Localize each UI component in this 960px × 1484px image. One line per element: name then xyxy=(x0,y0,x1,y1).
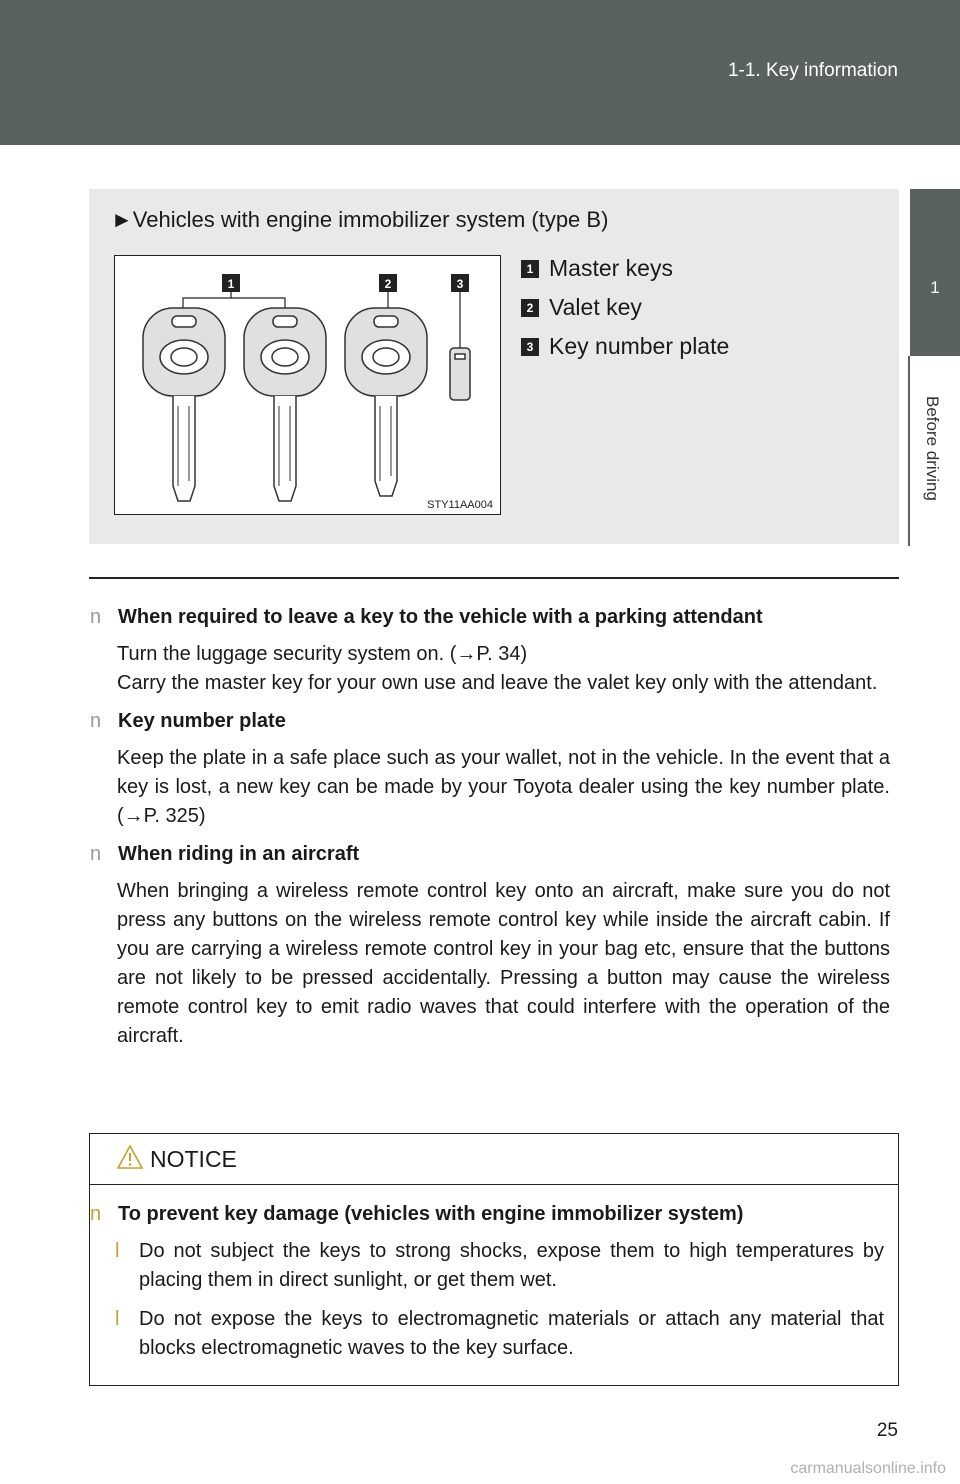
callout-label-1: 1 xyxy=(227,277,235,291)
image-code: STY11AA004 xyxy=(427,499,493,511)
bullet-icon: n xyxy=(90,710,102,732)
legend-number: 2 xyxy=(521,299,539,317)
master-key-2 xyxy=(244,308,326,501)
keys-drawing xyxy=(115,256,500,514)
notice-title: NOTICE xyxy=(150,1146,237,1172)
bullet-icon: l xyxy=(115,1240,120,1262)
notice-box xyxy=(89,1133,899,1386)
figure-legend xyxy=(521,249,729,366)
paragraph: Carry the master key for your own use and leave the valet key only with the attendant. xyxy=(117,672,878,694)
notice-header xyxy=(90,1134,898,1185)
watermark[interactable]: carmanualsonline.info xyxy=(790,1460,946,1477)
paragraph: When bringing a wireless remote control key onto an aircraft, make sure you do not press any buttons on the wireless remote control key while inside the aircraft cabin. If you are carrying a wireless remote control key in your bag etc, ensure that the buttons are not likely to be pressed accidentally. Pressing a button may cause the wireless remote control key to emit radio waves that could interfere with the operation of the aircraft. xyxy=(117,880,890,1047)
legend-item xyxy=(521,288,729,327)
legend-number: 1 xyxy=(521,260,539,278)
heading-text: When riding in an aircraft xyxy=(118,843,360,865)
notice-item xyxy=(90,1237,884,1295)
bullet-icon: n xyxy=(90,843,102,865)
heading-text: When required to leave a key to the vehicle with a parking attendant xyxy=(118,606,763,628)
notice-item-text: Do not expose the keys to electromagnetic materials or attach any material that blocks electromagnetic waves to the key surface. xyxy=(139,1308,884,1359)
page-number: 25 xyxy=(876,1420,898,1441)
paragraph: Keep the plate in a safe place such as your wallet, not in the vehicle. In the event that a key is lost, a new key can be made by your Toyota dealer using the key number plate. (→P. 325) xyxy=(117,747,890,827)
figure-title xyxy=(111,207,608,233)
page-header xyxy=(0,0,960,145)
chapter-tab-label[interactable] xyxy=(908,356,960,546)
chapter-title: Before driving xyxy=(923,396,942,501)
section-heading xyxy=(90,602,890,632)
master-key-1 xyxy=(143,308,225,501)
paragraph: Turn the luggage security system on. (→P. 34) xyxy=(117,643,528,665)
figure-panel xyxy=(89,189,899,544)
legend-number: 3 xyxy=(521,338,539,356)
body-text xyxy=(90,602,890,1059)
legend-label: Key number plate xyxy=(549,333,730,359)
key-number-plate xyxy=(450,348,470,400)
arrow-icon: ► xyxy=(111,207,133,232)
bullet-icon: n xyxy=(90,1203,102,1225)
notice-heading xyxy=(90,1199,884,1229)
section-title: 1-1. Key information xyxy=(727,60,898,81)
bullet-icon: l xyxy=(115,1308,120,1330)
legend-item xyxy=(521,327,729,366)
section-heading xyxy=(90,706,890,736)
notice-item-text: Do not subject the keys to strong shocks, expose them to high temperatures by placing them in direct sunlight, or get them wet. xyxy=(139,1240,884,1291)
warning-icon xyxy=(116,1144,144,1170)
heading-text: Key number plate xyxy=(118,710,286,732)
valet-key xyxy=(345,308,427,496)
legend-label: Valet key xyxy=(549,294,642,320)
section-divider xyxy=(89,577,899,579)
keys-illustration xyxy=(114,255,501,515)
legend-label: Master keys xyxy=(549,255,673,281)
callout-label-2: 2 xyxy=(384,277,392,291)
section-heading xyxy=(90,839,890,869)
notice-item xyxy=(90,1305,884,1363)
notice-body xyxy=(90,1185,898,1363)
legend-item xyxy=(521,249,729,288)
callout-label-3: 3 xyxy=(456,277,464,291)
figure-title-text: Vehicles with engine immobilizer system (type B) xyxy=(132,207,609,232)
chapter-number: 1 xyxy=(930,278,940,297)
heading-text: To prevent key damage (vehicles with engine immobilizer system) xyxy=(118,1203,744,1225)
bullet-icon: n xyxy=(90,606,102,628)
